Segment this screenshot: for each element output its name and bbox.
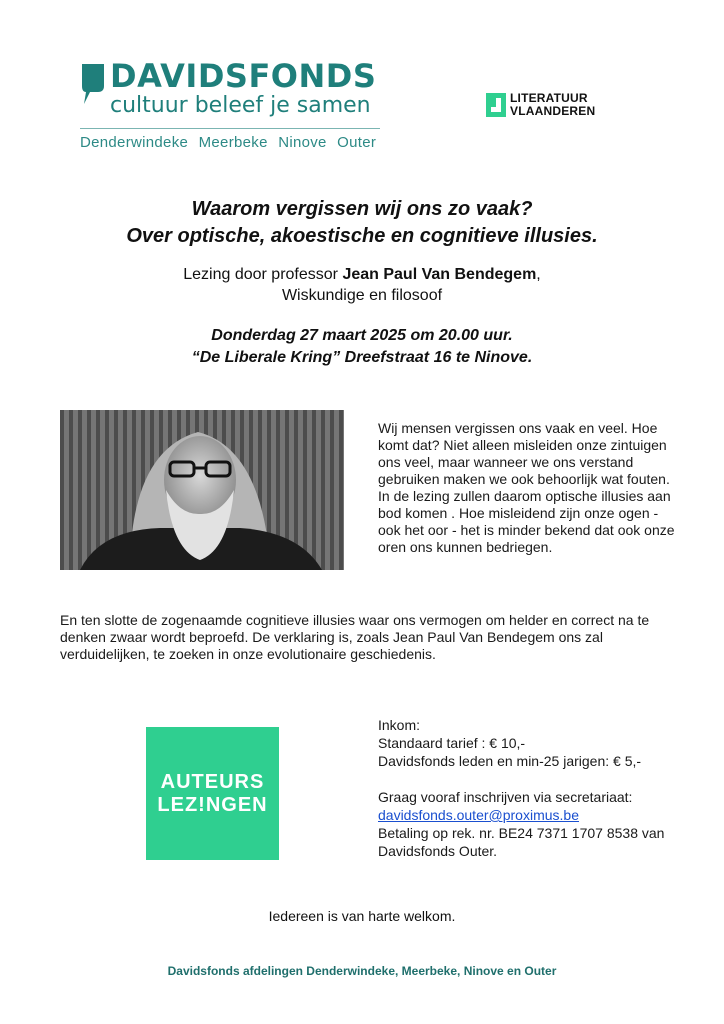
event-venue: “De Liberale Kring” Dreefstraat 16 te Ninove. [191, 349, 533, 366]
place-outer: Outer [337, 134, 377, 151]
auteurs-logo-line2: LEZ!NGEN [157, 794, 268, 816]
ticket-info [378, 716, 688, 860]
speaker-name: Jean Paul Van Bendegem [342, 266, 537, 283]
speaker-suffix: , [536, 266, 541, 283]
branch-places [80, 133, 382, 153]
intro-text [378, 420, 678, 556]
lv-bracket-icon [486, 93, 506, 117]
partner-line1: LITERATUUR [510, 91, 588, 105]
auteurslezingen-logo [146, 727, 279, 860]
intro-paragraph-2: In de lezing zullen daarom optische illusies aan bod komen . Hoe misleidend zijn onze ogen - ook het oor - het is minder bekend dat ook onze oren ons kunnen bedriegen. [378, 488, 675, 555]
payment-text: Betaling op rek. nr. BE24 7371 1707 8538 van Davidsfonds Outer. [378, 825, 665, 859]
speaker-photo [60, 410, 344, 570]
literatuur-vlaanderen-logo [486, 92, 626, 122]
ticket-heading: Inkom: [378, 717, 421, 733]
event-title-line2: Over optische, akoestische en cognitieve illusies. [126, 225, 598, 247]
register-text: Graag vooraf inschrijven via secretariaat: [378, 789, 633, 805]
ticket-standard-price: Standaard tarief : € 10,- [378, 735, 526, 751]
speech-bubble-icon [80, 62, 106, 106]
event-date: Donderdag 27 maart 2025 om 20.00 uur. [211, 327, 513, 344]
place-meerbeke: Meerbeke [198, 134, 268, 151]
davidsfonds-logo [80, 58, 390, 158]
speaker-prefix: Lezing door professor [183, 266, 343, 283]
secretariat-email-link[interactable]: davidsfonds.outer@proximus.be [378, 807, 579, 823]
org-name: DAVIDSFONDS [110, 57, 377, 95]
place-denderwindeke: Denderwindeke [80, 134, 189, 151]
footer-text: Davidsfonds afdelingen Denderwindeke, Meerbeke, Ninove en Outer [167, 964, 557, 978]
speaker-line [0, 264, 724, 285]
partner-name [510, 92, 595, 118]
ticket-member-price: Davidsfonds leden en min-25 jarigen: € 5,- [378, 753, 642, 769]
org-tagline: cultuur beleef je samen [110, 93, 371, 118]
speaker-role: Wiskundige en filosoof [281, 287, 443, 304]
auteurs-logo-line1: AUTEURS [160, 771, 265, 793]
event-title-line1: Waarom vergissen wij ons zo vaak? [191, 198, 533, 220]
intro-paragraph-1: Wij mensen vergissen ons vaak en veel. Hoe komt dat? Niet alleen misleiden onze zintuigen ons veel, maar wanneer we ons verstand gebruiken maken we ook behoorlijk wat fouten. [378, 420, 670, 487]
main-paragraph: En ten slotte de zogenaamde cognitieve illusies waar ons vermogen om helder en correct na te denken zwaar wordt beproefd. De verklaring is, zoals Jean Paul Van Bendegem ons zal verduidelijken, te zoeken in onze evolutionaire geschiedenis. [60, 612, 650, 662]
place-ninove: Ninove [278, 134, 327, 151]
spacer [378, 770, 688, 788]
welcome-text: Iedereen is van harte welkom. [268, 908, 456, 924]
logo-divider [80, 128, 380, 129]
partner-line2: VLAANDEREN [510, 104, 596, 118]
